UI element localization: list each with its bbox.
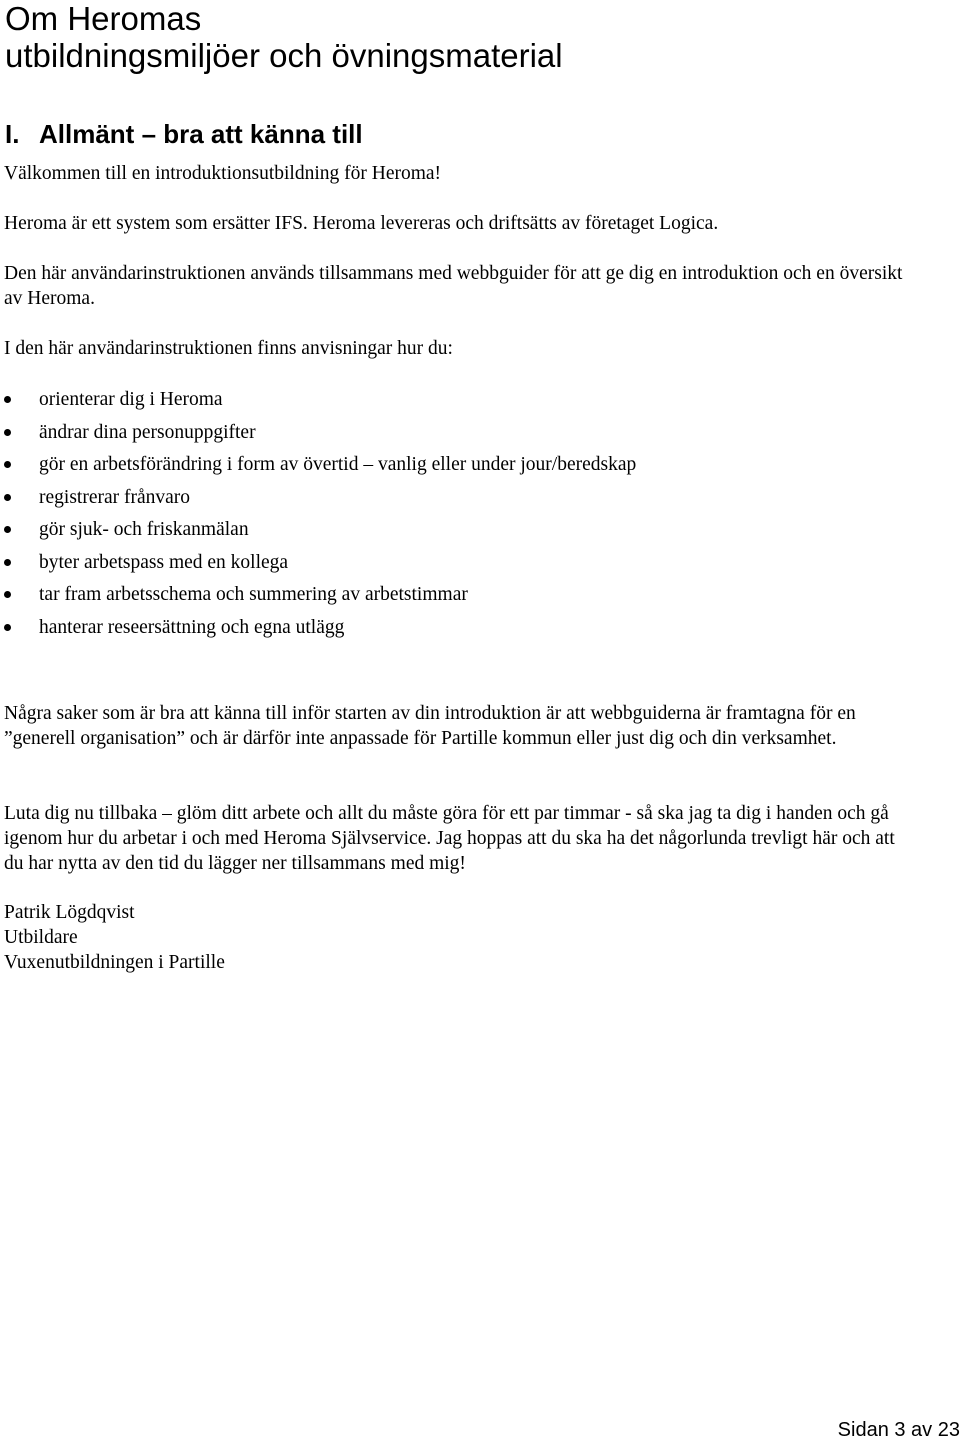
bullet-icon (4, 559, 11, 566)
signature-name: Patrik Lögdqvist (4, 902, 135, 923)
list-item: hanterar reseersättning och egna utlägg (0, 615, 636, 648)
relax-paragraph: Luta dig nu tillbaka – glöm ditt arbete och allt du måste göra för ett par timmar - så ska jag ta dig i handen och gå igenom hur du arbetar i och med Heroma Självservice. Jag hoppas att du ska ha det någorlunda trevligt här och att du har nytta av den tid du lägger ner tillsammans med mig! (4, 803, 895, 874)
document-title-line-2: utbildningsmiljöer och övningsmaterial (5, 37, 563, 74)
page-number: Sidan 3 av 23 (837, 1419, 960, 1441)
bullet-icon (4, 461, 11, 468)
document-title-line-1: Om Heromas (5, 0, 202, 37)
bullet-icon (4, 494, 11, 501)
bullet-icon (4, 591, 11, 598)
list-item: orienterar dig i Heroma (0, 387, 636, 420)
document-title (5, 0, 945, 74)
welcome-paragraph: Välkommen till en introduktionsutbildning för Heroma! (4, 163, 442, 184)
list-item: ändrar dina personuppgifter (0, 420, 636, 453)
usage-paragraph: Den här användarinstruktionen används tillsammans med webbguider för att ge dig en introduktion och en översikt av Heroma. (4, 263, 903, 309)
bullet-icon (4, 526, 11, 533)
section-heading (5, 118, 363, 150)
notes-paragraph: Några saker som är bra att känna till inför starten av din introduktion är att webbguiderna är framtagna för en ”generell organisation” och är därför inte anpassade för Partille kommun eller just dig och din verksamhet. (4, 703, 856, 749)
list-item: byter arbetspass med en kollega (0, 550, 636, 583)
instruction-bullet-list (0, 387, 636, 647)
bullet-icon (4, 396, 11, 403)
list-item: gör en arbetsförändring i form av övertid – vanlig eller under jour/beredskap (0, 452, 636, 485)
signature-block (4, 900, 225, 975)
signature-organization: Vuxenutbildningen i Partille (4, 952, 225, 973)
instructions-intro-paragraph: I den här användarinstruktionen finns anvisningar hur du: (4, 338, 453, 359)
bullet-icon (4, 624, 11, 631)
list-item: registrerar frånvaro (0, 485, 636, 518)
system-paragraph: Heroma är ett system som ersätter IFS. Heroma levereras och driftsätts av företaget Logica. (4, 213, 719, 234)
list-item: gör sjuk- och friskanmälan (0, 517, 636, 550)
signature-role: Utbildare (4, 927, 78, 948)
section-heading-text: Allmänt – bra att känna till (39, 119, 363, 149)
list-item: tar fram arbetsschema och summering av arbetstimmar (0, 582, 636, 615)
bullet-icon (4, 429, 11, 436)
section-number: I. (5, 119, 20, 149)
